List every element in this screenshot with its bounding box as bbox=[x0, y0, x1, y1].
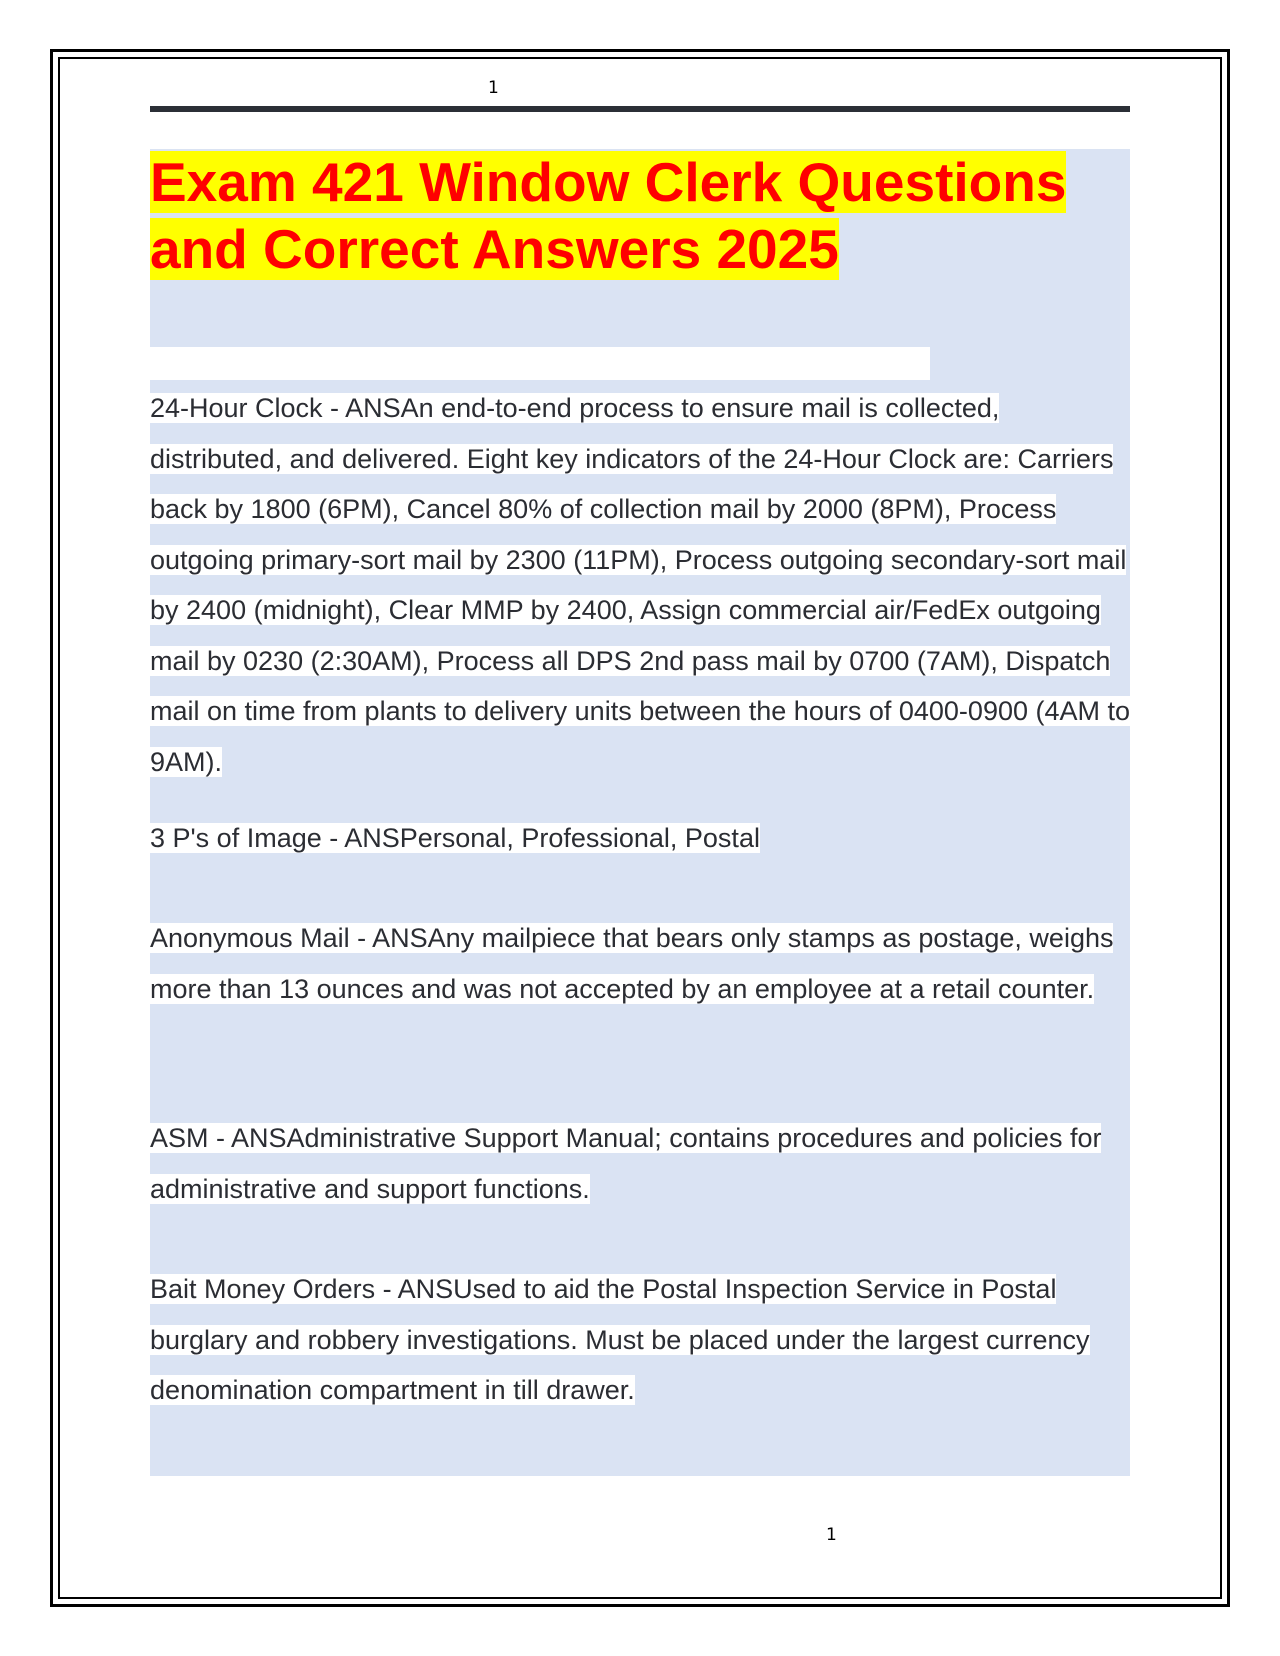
entry-text: ASM - ANSAdministrative Support Manual; contains procedures and policies for administrative and support functions. bbox=[150, 1123, 1102, 1204]
document-title bbox=[150, 149, 1140, 283]
entry-anonymous-mail bbox=[150, 913, 1130, 1014]
entry-text: 24-Hour Clock - ANSAn end-to-end process to ensure mail is collected, distributed, and delivered. Eight key indicators of the 24-Hour Clock are: Carriers back by 1800 (6PM), Cancel 80% of collection mail by 2000 (8PM), Process outgoing primary-sort mail by 2300 (11PM), Process outgoing secondary-sort mail by 2400 (midnight), Clear MMP by 2400, Assign commercial air/FedEx outgoing mail by 0230 (2:30AM), Process all DPS 2nd pass mail by 0700 (7AM), Dispatch mail on time from plants to delivery units between the hours of 0400-0900 (4AM to 9AM). bbox=[150, 393, 1131, 777]
entry-text: 3 P's of Image - ANSPersonal, Professional, Postal bbox=[150, 823, 760, 853]
entry-24-hour-clock bbox=[150, 383, 1130, 787]
footer-page-number: 1 bbox=[826, 1525, 837, 1545]
document-title-text: Exam 421 Window Clerk Questions and Correct Answers 2025 bbox=[150, 151, 1067, 280]
entry-text: Bait Money Orders - ANSUsed to aid the Postal Inspection Service in Postal burglary and robbery investigations. Must be placed under the largest currency denomination compartment in till drawer. bbox=[150, 1274, 1090, 1405]
header-page-number: 1 bbox=[488, 78, 499, 98]
entry-text: Anonymous Mail - ANSAny mailpiece that bears only stamps as postage, weighs more than 13 ounces and was not accepted by an employee at a retail counter. bbox=[150, 923, 1114, 1004]
entry-asm bbox=[150, 1113, 1130, 1214]
header-rule bbox=[150, 106, 1130, 112]
entry-bait-money-orders bbox=[150, 1264, 1130, 1416]
entry-3-ps-of-image bbox=[150, 813, 1130, 864]
blank-line-strip bbox=[150, 347, 930, 380]
